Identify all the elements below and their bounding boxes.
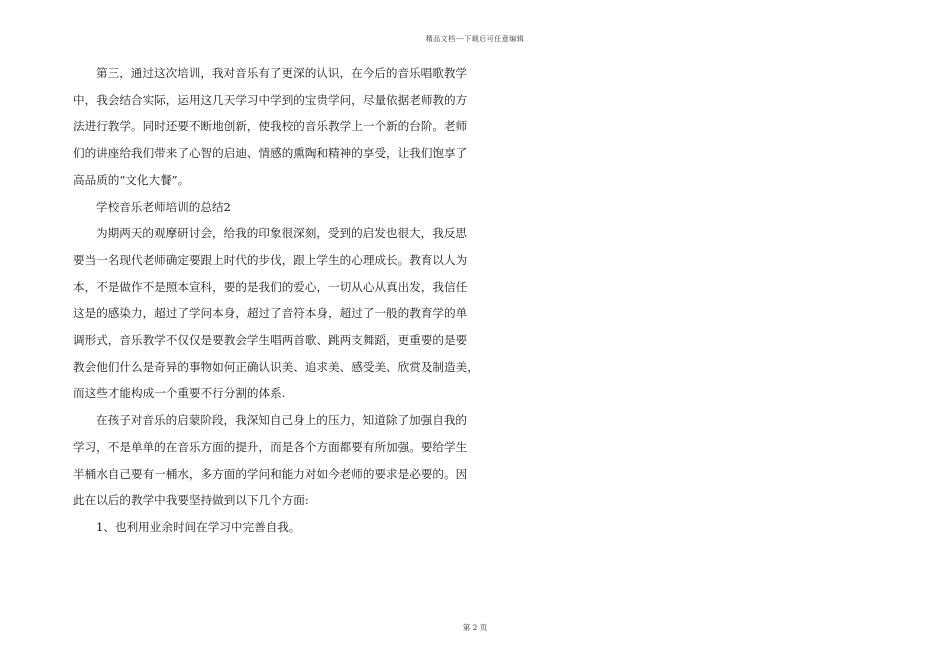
text-line: 本，不是做作不是照本宣科，要的是我们的爱心，一切从心从真出发，我信任 <box>73 279 468 294</box>
section-title: 学校音乐老师培训的总结2 <box>96 199 231 214</box>
paragraph-workshop-reflection <box>73 220 479 407</box>
text-line: 1、也利用业余时间在学习中完善自我。 <box>96 519 301 534</box>
text-line: 法进行教学。同时还要不断地创新，使我校的音乐教学上一个新的台阶。老师 <box>73 119 468 134</box>
page-header: 精品文档---下载后可任意编辑 <box>425 35 525 43</box>
text-line: 这是的感染力，超过了学问本身，超过了音符本身，超过了一般的教育学的单 <box>73 306 468 321</box>
text-line: 在孩子对音乐的启蒙阶段，我深知自己身上的压力，知道除了加强自我的 <box>96 413 468 428</box>
list-item-one <box>73 514 473 541</box>
text-line: 教会他们什么是奇异的事物如何正确认识美、追求美、感受美、欣赏及制造美， <box>73 359 479 374</box>
paragraph-enlightenment-stage <box>73 407 473 514</box>
text-line: 中，我会结合实际，运用这几天学习中学到的宝贵学问，尽量依据老师教的方 <box>73 92 468 107</box>
section-heading <box>73 194 473 221</box>
text-line: 为期两天的观摩研讨会，给我的印象很深刻，受到的启发也很大，我反思 <box>96 226 468 241</box>
paragraph-third-point <box>73 60 473 194</box>
text-line: 而这些才能构成一个重要不行分割的体系. <box>73 386 286 401</box>
text-line: 此在以后的教学中我要坚持做到以下几个方面: <box>73 493 309 508</box>
text-line: 们的讲座给我们带来了心智的启迪、情感的熏陶和精神的享受，让我们饱享了 <box>73 146 468 161</box>
text-line: 调形式，音乐教学不仅仅是要教会学生唱两首歌、跳两支舞蹈，更重要的是要 <box>73 333 468 348</box>
text-line: 高品质的“文化大餐”。 <box>73 172 190 187</box>
text-line: 第三，通过这次培训，我对音乐有了更深的认识，在今后的音乐唱歌教学 <box>96 66 468 80</box>
document-body <box>73 60 479 541</box>
text-line: 半桶水自己要有一桶水，多方面的学问和能力对如今老师的要求是必要的。因 <box>73 466 468 481</box>
text-line: 要当一名现代老师确定要跟上时代的步伐，跟上学生的心理成长。教育以人为 <box>73 252 468 267</box>
page-number: 第 2 页 <box>462 623 488 632</box>
text-line: 学习，不是单单的在音乐方面的提升，而是各个方面都要有所加强。要给学生 <box>73 439 468 454</box>
